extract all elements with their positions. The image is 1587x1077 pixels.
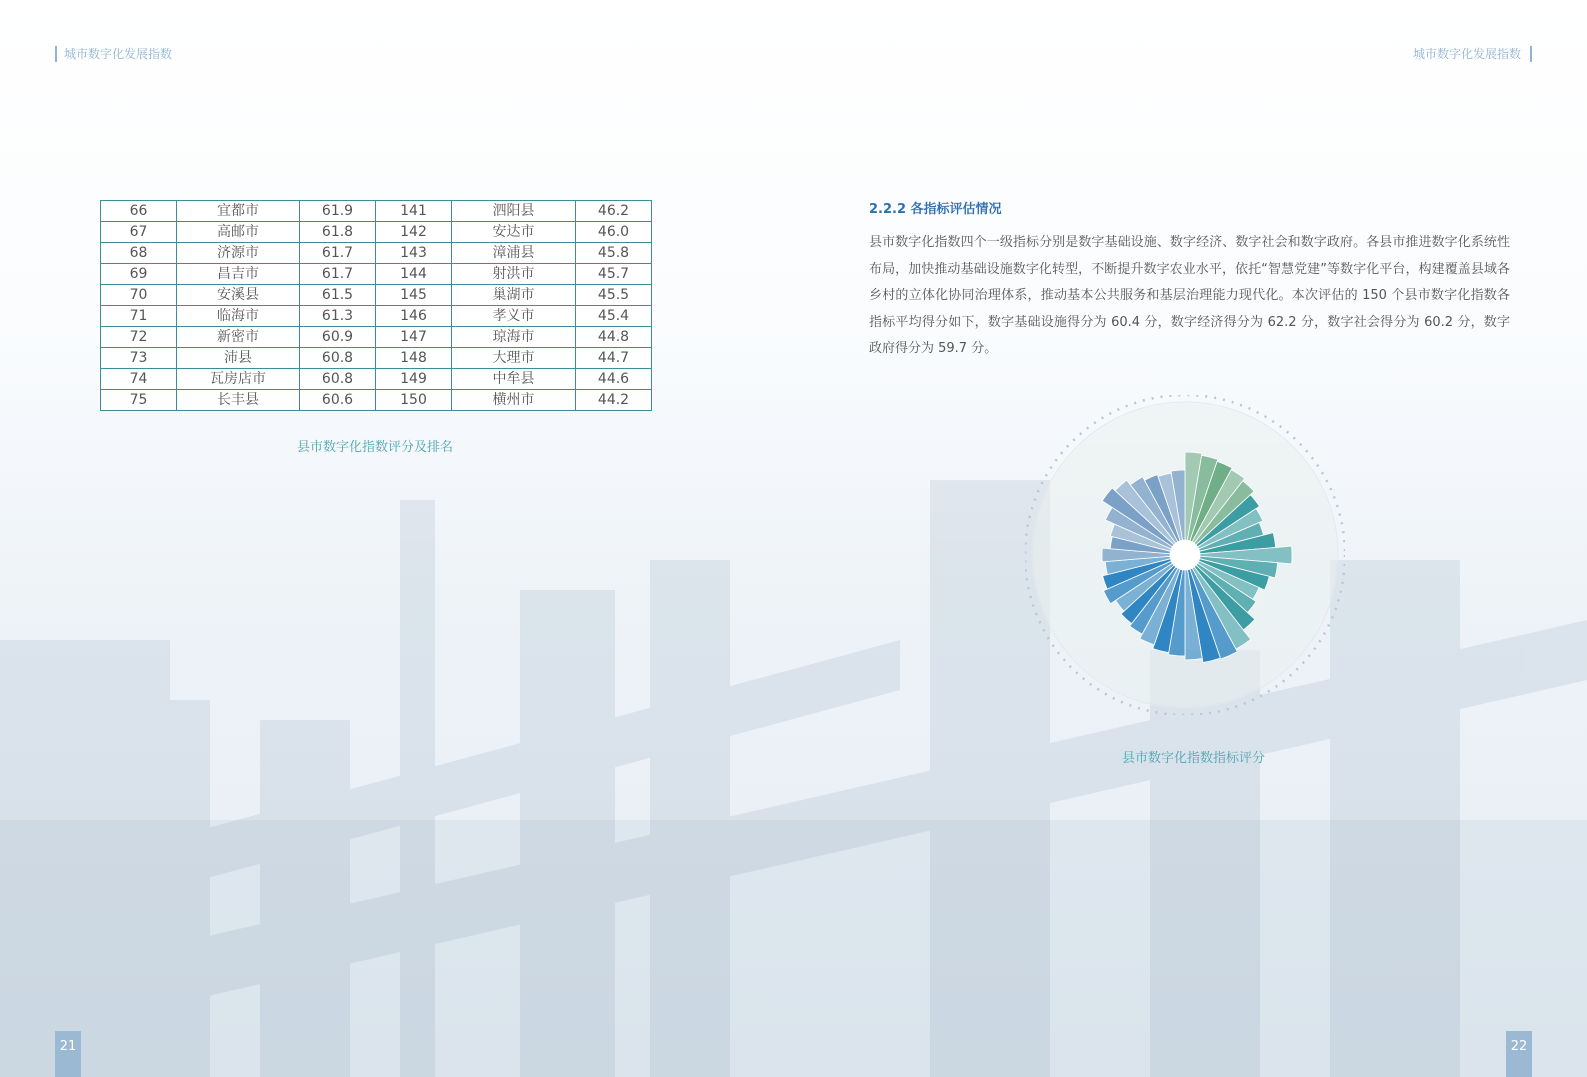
score-right-cell: 45.8	[576, 243, 652, 264]
score-right-cell: 44.2	[576, 390, 652, 411]
table-row	[101, 222, 652, 243]
county-right-cell: 孝义市	[452, 306, 576, 327]
table-row	[101, 369, 652, 390]
score-left-cell: 61.5	[300, 285, 376, 306]
score-right-cell: 45.4	[576, 306, 652, 327]
rank-right-cell: 148	[376, 348, 452, 369]
section-heading: 2.2.2 各指标评估情况	[869, 202, 1002, 217]
score-left-cell: 61.8	[300, 222, 376, 243]
rank-right-cell: 150	[376, 390, 452, 411]
table-row	[101, 201, 652, 222]
running-header-right: 城市数字化发展指数	[1413, 46, 1532, 62]
table-row	[101, 306, 652, 327]
rank-left-cell: 66	[101, 201, 177, 222]
county-left-cell: 新密市	[177, 327, 300, 348]
score-right-cell: 44.8	[576, 327, 652, 348]
county-right-cell: 大理市	[452, 348, 576, 369]
rank-left-cell: 74	[101, 369, 177, 390]
county-left-cell: 济源市	[177, 243, 300, 264]
page-number-left: 21	[55, 1031, 81, 1077]
county-right-cell: 琼海市	[452, 327, 576, 348]
section-paragraph: 县市数字化指数四个一级指标分别是数字基础设施、数字经济、数字社会和数字政府。各县市推进数字化系统性布局，加快推动基础设施数字化转型，不断提升数字农业水平，依托“智慧党建”等数字化平台，构建覆盖县域各乡村的立体化协同治理体系，推动基本公共服务和基层治理能力现代化。本次评估的 150 个县市数字化指数各指标平均得分如下，数字基础设施得分为 60.4 分，数字经济得分为 62.2 分，数字社会得分为 60.2 分，数字政府得分为 59.7 分。	[869, 235, 1510, 356]
rank-left-cell: 75	[101, 390, 177, 411]
rank-right-cell: 141	[376, 201, 452, 222]
county-left-cell: 沛县	[177, 348, 300, 369]
score-right-cell: 45.7	[576, 264, 652, 285]
table-row	[101, 348, 652, 369]
table-row	[101, 327, 652, 348]
score-left-cell: 61.7	[300, 243, 376, 264]
rank-left-cell: 68	[101, 243, 177, 264]
running-header-left: 城市数字化发展指数	[55, 46, 172, 62]
county-right-cell: 泗阳县	[452, 201, 576, 222]
table-caption: 县市数字化指数评分及排名	[297, 440, 454, 455]
county-left-cell: 宜都市	[177, 201, 300, 222]
rank-left-cell: 67	[101, 222, 177, 243]
table-row	[101, 285, 652, 306]
score-left-cell: 60.6	[300, 390, 376, 411]
county-right-cell: 巢湖市	[452, 285, 576, 306]
county-left-cell: 安溪县	[177, 285, 300, 306]
score-right-cell: 46.0	[576, 222, 652, 243]
rank-right-cell: 149	[376, 369, 452, 390]
page-number-right: 22	[1506, 1031, 1532, 1077]
rank-right-cell: 146	[376, 306, 452, 327]
chart-center-hole	[1170, 540, 1200, 570]
radial-bar-chart	[1025, 395, 1345, 715]
rank-left-cell: 69	[101, 264, 177, 285]
score-left-cell: 60.9	[300, 327, 376, 348]
ranking-table	[100, 200, 652, 411]
chart-caption: 县市数字化指数指标评分	[1122, 751, 1266, 766]
table-row	[101, 390, 652, 411]
county-left-cell: 瓦房店市	[177, 369, 300, 390]
score-left-cell: 61.7	[300, 264, 376, 285]
rank-right-cell: 143	[376, 243, 452, 264]
score-right-cell: 44.7	[576, 348, 652, 369]
county-left-cell: 昌吉市	[177, 264, 300, 285]
score-left-cell: 60.8	[300, 369, 376, 390]
rank-left-cell: 71	[101, 306, 177, 327]
rank-right-cell: 147	[376, 327, 452, 348]
rank-left-cell: 72	[101, 327, 177, 348]
score-left-cell: 61.9	[300, 201, 376, 222]
rank-left-cell: 73	[101, 348, 177, 369]
county-right-cell: 安达市	[452, 222, 576, 243]
county-right-cell: 中牟县	[452, 369, 576, 390]
rank-right-cell: 142	[376, 222, 452, 243]
score-right-cell: 45.5	[576, 285, 652, 306]
table-row	[101, 264, 652, 285]
rank-left-cell: 70	[101, 285, 177, 306]
county-left-cell: 高邮市	[177, 222, 300, 243]
score-right-cell: 44.6	[576, 369, 652, 390]
county-right-cell: 漳浦县	[452, 243, 576, 264]
table-row	[101, 243, 652, 264]
county-right-cell: 横州市	[452, 390, 576, 411]
score-left-cell: 60.8	[300, 348, 376, 369]
county-left-cell: 临海市	[177, 306, 300, 327]
rank-right-cell: 144	[376, 264, 452, 285]
county-left-cell: 长丰县	[177, 390, 300, 411]
county-right-cell: 射洪市	[452, 264, 576, 285]
score-right-cell: 46.2	[576, 201, 652, 222]
score-left-cell: 61.3	[300, 306, 376, 327]
rank-right-cell: 145	[376, 285, 452, 306]
